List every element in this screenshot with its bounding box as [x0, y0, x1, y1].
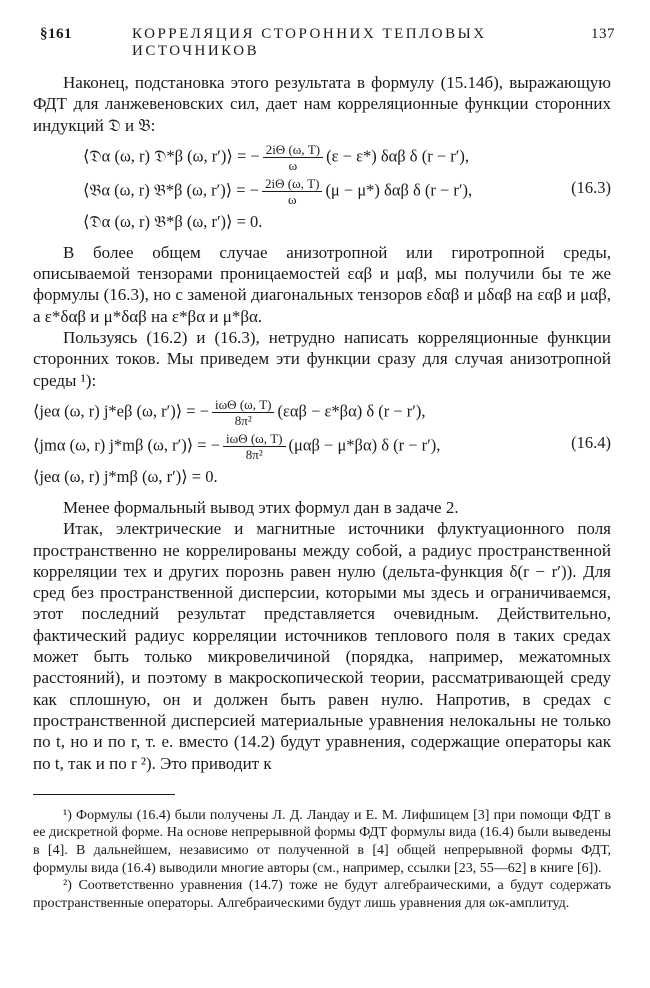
- paragraph: Наконец, подстановка этого результата в формулу (15.14б), выражающую ФДТ для ланжевеновских сил, дает нам корреляционные функции сторонних индукций 𝔇 и 𝔅:: [33, 73, 611, 135]
- fraction-numerator: iωΘ (ω, T): [212, 397, 274, 413]
- equation-block-16-4: [33, 397, 611, 489]
- footnote-rule: [33, 794, 175, 795]
- equation-lhs: ⟨𝔅α (ω, r) 𝔅*β (ω, r′)⟩ = −: [83, 180, 260, 200]
- equation-block-16-3: [83, 142, 611, 234]
- equation-lhs: ⟨𝔇α (ω, r) 𝔅*β (ω, r′)⟩ = 0.: [83, 211, 263, 231]
- fraction-denominator: ω: [287, 191, 297, 207]
- equation-line: [33, 396, 611, 428]
- running-title: КОРРЕЛЯЦИЯ СТОРОННИХ ТЕПЛОВЫХ ИСТОЧНИКОВ: [132, 26, 487, 59]
- fraction: [223, 431, 285, 462]
- equation-rhs: (εαβ − ε*βα) δ (r − r′),: [277, 401, 426, 421]
- page-number: 137: [591, 26, 615, 42]
- equation-line: [33, 430, 611, 462]
- fraction: [263, 142, 323, 173]
- fraction-numerator: 2iΘ (ω, T): [263, 142, 323, 158]
- fraction: [262, 176, 322, 207]
- fraction: [212, 397, 274, 428]
- fraction-numerator: iωΘ (ω, T): [223, 431, 285, 447]
- equation-lhs: ⟨jmα (ω, r) j*mβ (ω, r′)⟩ = −: [33, 435, 221, 455]
- equation-rhs: (μαβ − μ*βα) δ (r − r′),: [288, 435, 441, 455]
- equation-line: [83, 210, 611, 234]
- fraction-denominator: 8π²: [234, 412, 252, 428]
- equation-line: [83, 175, 611, 207]
- fraction-denominator: 8π²: [245, 446, 263, 462]
- paragraph: Итак, электрические и магнитные источники флуктуационного поля пространственно не коррелированы между собой, а радиус пространственной корреляции тех и других порознь равен нулю (дельта-функция δ(r − r′)). Для сред без пространственной дисперсии, которыми мы здесь и ограничиваемся, этот последний результат представляется очевидным. Действительно, фактический радиус корреляции источников теплового поля в таких средах может быть только микровеличиной (порядка, например, межатомных расстояний), и поэтому в макроскопической теории, рассматривающей среду как сплошную, он и должен быть равен нулю. Напротив, в средах с пространственной дисперсией материальные уравнения нелокальны не только по t, но и по r, т. е. вместо (14.2) будут уравнения, содержащие операторы как по t, так и по r ²). Это приводит к: [33, 519, 611, 773]
- paragraph: Менее формальный вывод этих формул дан в задаче 2.: [63, 497, 459, 517]
- running-header: [40, 26, 615, 59]
- equation-rhs: (μ − μ*) δαβ δ (r − r′),: [325, 180, 473, 200]
- equation-rhs: (ε − ε*) δαβ δ (r − r′),: [326, 146, 469, 166]
- equation-lhs: ⟨jeα (ω, r) j*eβ (ω, r′)⟩ = −: [33, 401, 210, 421]
- equation-line: [83, 141, 611, 173]
- main-text: [33, 72, 611, 912]
- paragraph: В более общем случае анизотропной или гиротропной среды, описываемой тензорами проницаемостей εαβ и μαβ, мы получили бы те же формулы (16.3), но с заменой диагональных тензоров εδαβ и μδαβ на εαβ и μαβ, а ε*δαβ и μ*δαβ на ε*βα и μ*βα.: [33, 242, 611, 326]
- equation-lhs: ⟨jeα (ω, r) j*mβ (ω, r′)⟩ = 0.: [33, 466, 218, 486]
- paragraph: Пользуясь (16.2) и (16.3), нетрудно написать корреляционные функции сторонних токов. Мы приведем эти функции сразу для случая анизотропной среды ¹):: [33, 328, 611, 390]
- fraction-numerator: 2iΘ (ω, T): [262, 176, 322, 192]
- section-number: §161: [40, 26, 72, 42]
- footnote: ¹) Формулы (16.4) были получены Л. Д. Ландау и Е. М. Лифшицем [3] при помощи ФДТ в ее дискретной форме. На основе непрерывной формы ФДТ формулы вида (16.4) были выведены в [4]. В дальнейшем, независимо от полученной в [4] общей непрерывной формы ФДТ, формулы вида (16.4) выводили многие авторы (см., например, ссылки [23, 55—62] в книге [6]).: [33, 807, 611, 876]
- equation-lhs: ⟨𝔇α (ω, r) 𝔇*β (ω, r′)⟩ = −: [83, 146, 260, 166]
- equation-number: (16.3): [571, 177, 611, 197]
- equation-line: [33, 465, 611, 489]
- equation-number: (16.4): [571, 432, 611, 452]
- footnote: ²) Соответственно уравнения (14.7) тоже не будут алгебраическими, а будут содержать пространственные операторы. Алгебраическими будут лишь уравнения для ωк-амплитуд.: [33, 878, 611, 911]
- fraction-denominator: ω: [288, 157, 298, 173]
